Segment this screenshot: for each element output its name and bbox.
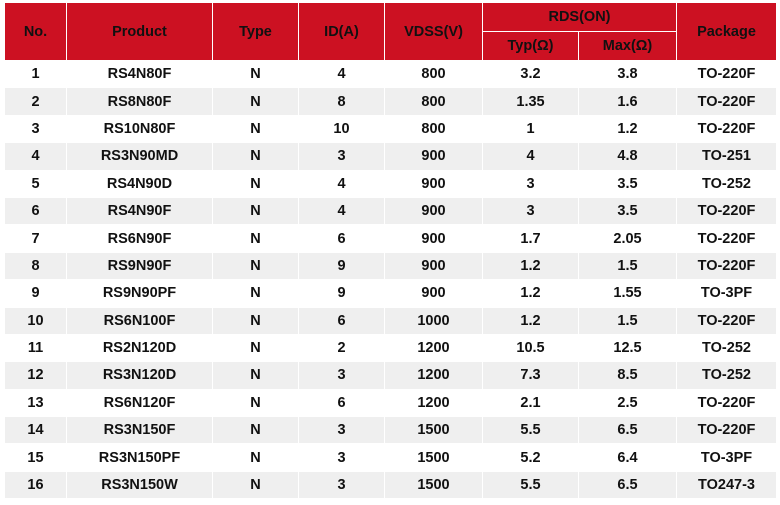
cell-no: 14 <box>5 417 67 444</box>
cell-product: RS8N80F <box>67 88 213 115</box>
cell-max: 8.5 <box>579 362 677 389</box>
cell-typ: 1.7 <box>483 225 579 252</box>
cell-no: 13 <box>5 389 67 416</box>
cell-max: 2.5 <box>579 389 677 416</box>
cell-vdss: 1000 <box>385 307 483 334</box>
cell-type: N <box>213 471 299 498</box>
cell-type: N <box>213 362 299 389</box>
cell-id: 4 <box>299 170 385 197</box>
table-row <box>5 444 777 471</box>
cell-vdss: 800 <box>385 61 483 88</box>
cell-type: N <box>213 197 299 224</box>
cell-product: RS4N90F <box>67 197 213 224</box>
cell-package: TO-3PF <box>677 444 777 471</box>
cell-package: TO247-3 <box>677 471 777 498</box>
cell-product: RS2N120D <box>67 334 213 361</box>
cell-vdss: 1500 <box>385 417 483 444</box>
table-row <box>5 115 777 142</box>
cell-typ: 4 <box>483 143 579 170</box>
cell-typ: 10.5 <box>483 334 579 361</box>
column-header-id: ID(A) <box>299 3 385 61</box>
cell-vdss: 900 <box>385 143 483 170</box>
cell-typ: 5.5 <box>483 471 579 498</box>
cell-vdss: 1500 <box>385 471 483 498</box>
cell-no: 15 <box>5 444 67 471</box>
table-row <box>5 334 777 361</box>
table-row <box>5 197 777 224</box>
cell-typ: 7.3 <box>483 362 579 389</box>
cell-package: TO-251 <box>677 143 777 170</box>
cell-type: N <box>213 170 299 197</box>
cell-no: 1 <box>5 61 67 88</box>
cell-max: 6.5 <box>579 417 677 444</box>
cell-no: 3 <box>5 115 67 142</box>
cell-product: RS9N90PF <box>67 280 213 307</box>
cell-typ: 1 <box>483 115 579 142</box>
table-row <box>5 471 777 498</box>
cell-id: 6 <box>299 307 385 334</box>
cell-max: 2.05 <box>579 225 677 252</box>
cell-product: RS3N120D <box>67 362 213 389</box>
cell-package: TO-220F <box>677 307 777 334</box>
cell-package: TO-220F <box>677 88 777 115</box>
cell-id: 10 <box>299 115 385 142</box>
cell-typ: 5.5 <box>483 417 579 444</box>
cell-max: 1.5 <box>579 252 677 279</box>
cell-package: TO-220F <box>677 389 777 416</box>
table-body <box>5 61 777 499</box>
cell-product: RS3N150PF <box>67 444 213 471</box>
column-header-product: Product <box>67 3 213 61</box>
cell-id: 9 <box>299 252 385 279</box>
cell-package: TO-220F <box>677 225 777 252</box>
cell-id: 6 <box>299 389 385 416</box>
cell-product: RS3N150F <box>67 417 213 444</box>
cell-product: RS6N90F <box>67 225 213 252</box>
cell-typ: 2.1 <box>483 389 579 416</box>
column-header-vdss: VDSS(V) <box>385 3 483 61</box>
cell-vdss: 900 <box>385 197 483 224</box>
cell-id: 4 <box>299 197 385 224</box>
cell-package: TO-252 <box>677 170 777 197</box>
cell-package: TO-220F <box>677 115 777 142</box>
cell-no: 16 <box>5 471 67 498</box>
cell-package: TO-252 <box>677 362 777 389</box>
cell-vdss: 900 <box>385 170 483 197</box>
cell-typ: 3 <box>483 170 579 197</box>
cell-typ: 3 <box>483 197 579 224</box>
cell-package: TO-220F <box>677 197 777 224</box>
cell-max: 1.55 <box>579 280 677 307</box>
cell-no: 12 <box>5 362 67 389</box>
cell-package: TO-252 <box>677 334 777 361</box>
cell-typ: 5.2 <box>483 444 579 471</box>
cell-typ: 3.2 <box>483 61 579 88</box>
cell-no: 8 <box>5 252 67 279</box>
cell-no: 10 <box>5 307 67 334</box>
cell-type: N <box>213 115 299 142</box>
table-row <box>5 170 777 197</box>
column-header-package: Package <box>677 3 777 61</box>
header-row-top <box>5 3 777 32</box>
column-header-rds-on: RDS(ON) <box>483 3 677 32</box>
cell-max: 3.5 <box>579 197 677 224</box>
cell-package: TO-220F <box>677 417 777 444</box>
cell-id: 2 <box>299 334 385 361</box>
cell-no: 6 <box>5 197 67 224</box>
cell-vdss: 800 <box>385 115 483 142</box>
cell-max: 4.8 <box>579 143 677 170</box>
cell-no: 4 <box>5 143 67 170</box>
cell-vdss: 800 <box>385 88 483 115</box>
cell-no: 7 <box>5 225 67 252</box>
cell-type: N <box>213 444 299 471</box>
cell-no: 9 <box>5 280 67 307</box>
cell-product: RS6N100F <box>67 307 213 334</box>
table-header <box>5 3 777 61</box>
cell-max: 6.4 <box>579 444 677 471</box>
column-header-type: Type <box>213 3 299 61</box>
cell-id: 3 <box>299 471 385 498</box>
cell-max: 6.5 <box>579 471 677 498</box>
cell-max: 1.2 <box>579 115 677 142</box>
table-row <box>5 417 777 444</box>
table-row <box>5 362 777 389</box>
cell-type: N <box>213 389 299 416</box>
cell-product: RS10N80F <box>67 115 213 142</box>
cell-product: RS3N90MD <box>67 143 213 170</box>
cell-type: N <box>213 307 299 334</box>
cell-product: RS4N80F <box>67 61 213 88</box>
cell-vdss: 900 <box>385 280 483 307</box>
cell-type: N <box>213 225 299 252</box>
cell-type: N <box>213 280 299 307</box>
cell-vdss: 900 <box>385 225 483 252</box>
cell-type: N <box>213 143 299 170</box>
cell-max: 3.5 <box>579 170 677 197</box>
cell-product: RS9N90F <box>67 252 213 279</box>
table-row <box>5 143 777 170</box>
product-spec-table <box>4 2 777 499</box>
cell-id: 3 <box>299 417 385 444</box>
cell-vdss: 1200 <box>385 334 483 361</box>
cell-no: 11 <box>5 334 67 361</box>
cell-vdss: 1500 <box>385 444 483 471</box>
column-header-no: No. <box>5 3 67 61</box>
cell-id: 4 <box>299 61 385 88</box>
table-row <box>5 307 777 334</box>
table-row <box>5 252 777 279</box>
cell-type: N <box>213 88 299 115</box>
table-row <box>5 389 777 416</box>
cell-typ: 1.2 <box>483 280 579 307</box>
cell-vdss: 900 <box>385 252 483 279</box>
table-row <box>5 88 777 115</box>
cell-type: N <box>213 334 299 361</box>
cell-id: 3 <box>299 444 385 471</box>
cell-type: N <box>213 61 299 88</box>
table-row <box>5 225 777 252</box>
cell-no: 2 <box>5 88 67 115</box>
column-header-typ: Typ(Ω) <box>483 32 579 61</box>
cell-package: TO-3PF <box>677 280 777 307</box>
cell-id: 6 <box>299 225 385 252</box>
cell-package: TO-220F <box>677 252 777 279</box>
cell-typ: 1.35 <box>483 88 579 115</box>
cell-product: RS3N150W <box>67 471 213 498</box>
cell-vdss: 1200 <box>385 389 483 416</box>
cell-id: 8 <box>299 88 385 115</box>
cell-id: 3 <box>299 362 385 389</box>
cell-no: 5 <box>5 170 67 197</box>
cell-max: 12.5 <box>579 334 677 361</box>
column-header-max: Max(Ω) <box>579 32 677 61</box>
cell-package: TO-220F <box>677 61 777 88</box>
cell-vdss: 1200 <box>385 362 483 389</box>
cell-typ: 1.2 <box>483 252 579 279</box>
cell-max: 1.5 <box>579 307 677 334</box>
table-row <box>5 280 777 307</box>
cell-type: N <box>213 252 299 279</box>
cell-id: 3 <box>299 143 385 170</box>
cell-product: RS6N120F <box>67 389 213 416</box>
cell-max: 3.8 <box>579 61 677 88</box>
cell-max: 1.6 <box>579 88 677 115</box>
cell-product: RS4N90D <box>67 170 213 197</box>
cell-id: 9 <box>299 280 385 307</box>
table-row <box>5 61 777 88</box>
cell-typ: 1.2 <box>483 307 579 334</box>
cell-type: N <box>213 417 299 444</box>
